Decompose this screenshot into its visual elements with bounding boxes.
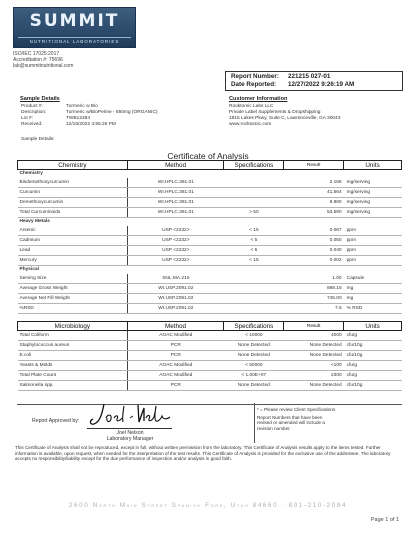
- method-cell: WI.HPLC.381.01: [127, 188, 224, 198]
- analyte-name: Mercury: [18, 256, 128, 266]
- table-row: [18, 226, 402, 236]
- unit-cell: cfu/10g: [344, 381, 402, 391]
- analyte-name: %RSD: [18, 304, 128, 314]
- column-header: Result: [284, 322, 344, 331]
- report-number: 221215 027-01: [288, 73, 331, 80]
- result-cell: 2300: [284, 371, 344, 381]
- table-row: [18, 188, 402, 198]
- customer-line: Rooktomic Labs LLC: [229, 104, 274, 109]
- logo-subtitle: NUTRITIONAL LABORATORIES: [18, 37, 131, 44]
- table-row: [18, 341, 402, 351]
- approver: [90, 430, 170, 442]
- group-label: Chemistry: [19, 171, 43, 177]
- method-cell: WI.USP.2091.02: [127, 284, 224, 294]
- spec-cell: [224, 274, 284, 284]
- result-cell: None Detected: [284, 351, 344, 361]
- result-cell: 1.00: [284, 274, 344, 284]
- result-cell: 0.050: [284, 236, 344, 246]
- spec-cell: > 50: [224, 208, 284, 218]
- column-header: Result: [284, 161, 344, 170]
- field-label: Received:: [21, 122, 43, 127]
- signature-line: [87, 428, 172, 429]
- result-cell: 7.6: [284, 304, 344, 314]
- result-cell: 0.040: [284, 246, 344, 256]
- unit-cell: cfu/g: [344, 371, 402, 381]
- field-value: Turmeric w/BioPerine - 650mg (ORGANIC): [66, 110, 158, 115]
- result-cell: 9.860: [284, 198, 344, 208]
- unit-cell: Capsule: [344, 274, 402, 284]
- spec-cell: < 1.00E+07: [224, 371, 284, 381]
- spec-cell: < 15: [224, 226, 284, 236]
- customer-info-heading: Customer Information: [229, 96, 288, 102]
- field-value: 12/15/2022 4:55:26 PM: [66, 122, 116, 127]
- analyte-name: Total Plate Count: [18, 371, 128, 381]
- column-header: Method: [127, 161, 224, 170]
- analyte-name: Salmonella spp.: [18, 381, 128, 391]
- table-row: [18, 361, 402, 371]
- result-cell: 0.002: [284, 256, 344, 266]
- result-cell: 0.067: [284, 226, 344, 236]
- unit-cell: mg/serving: [344, 178, 402, 188]
- approver-name: Joel Nelson: [116, 430, 144, 436]
- analyte-name: E.coli: [18, 351, 128, 361]
- table-row: [18, 331, 402, 341]
- spec-cell: < 15: [224, 256, 284, 266]
- analyte-name: Arsenic: [18, 226, 128, 236]
- disclaimer-text: This Certificate of Analysis shall not be reproduced, except in full, without written permission from the laboratory. This Certificate of Analysis results apply to the items tested. Further information is available, upon request, when needed for the interpretation of the test results. This Certificate of Analysis is provided for the exclusive use of the addressee. The laboratory accepts no responsibility/liability except for the due performance of inspection and/or analysis in good faith.: [15, 445, 391, 462]
- unit-cell: ppm: [344, 256, 402, 266]
- sample-details-label: Sample Details:: [21, 137, 55, 142]
- unit-cell: cfu/10g: [344, 341, 402, 351]
- date-reported: 12/27/2022 9:26:19 AM: [288, 81, 355, 88]
- method-cell: USP <2232>: [127, 226, 224, 236]
- table-row: [18, 284, 402, 294]
- result-cell: 41.564: [284, 188, 344, 198]
- result-cell: 4000: [284, 331, 344, 341]
- customer-info: [229, 104, 340, 128]
- field-label: Description:: [21, 110, 47, 115]
- result-cell: 745.00: [284, 294, 344, 304]
- analyte-name: Curcumin: [18, 188, 128, 198]
- table-row: [18, 178, 402, 188]
- method-cell: AOAC Modified: [127, 331, 224, 341]
- unit-cell: % RSD: [344, 304, 402, 314]
- analyte-name: Average Gross Weight: [18, 284, 128, 294]
- spec-cell: < 10000: [224, 331, 284, 341]
- customer-line: Private Label Supplements & Dropshipping: [229, 110, 321, 115]
- signature-image: [86, 400, 176, 430]
- field-label: Lot #:: [21, 116, 34, 121]
- method-cell: AOAC Modified: [127, 371, 224, 381]
- analyte-name: Total Curcuminoids: [18, 208, 128, 218]
- spec-cell: [224, 198, 284, 208]
- spec-cell: [224, 294, 284, 304]
- result-cell: None Detected: [284, 341, 344, 351]
- method-cell: WI.HPLC.381.01: [127, 198, 224, 208]
- method-cell: WI.USP.2091.02: [127, 304, 224, 314]
- result-cell: 53.590: [284, 208, 344, 218]
- table-row: [18, 381, 402, 391]
- sample-fields: [21, 104, 158, 128]
- spec-cell: None Detected: [224, 381, 284, 391]
- report-notes: [257, 407, 335, 433]
- note-line: * = Please review Client Specifications: [257, 407, 336, 412]
- table-row: [18, 256, 402, 266]
- spec-cell: [224, 178, 284, 188]
- unit-cell: cfu/g: [344, 331, 402, 341]
- approver-role: Laboratory Manager: [106, 436, 154, 442]
- spec-cell: [224, 188, 284, 198]
- column-header: Microbiology: [18, 322, 128, 331]
- unit-cell: mg/serving: [344, 198, 402, 208]
- analyte-name: Cadmium: [18, 236, 128, 246]
- spec-cell: < 5: [224, 246, 284, 256]
- unit-cell: cfu/10g: [344, 351, 402, 361]
- group-row: [18, 170, 402, 178]
- accreditation-line: Accreditation #: 75696: [13, 57, 63, 63]
- note-line: Report Numbers that have been revised or amended will include a revision number.: [257, 414, 325, 431]
- column-header: Specifications: [224, 161, 284, 170]
- spec-cell: [224, 304, 284, 314]
- analyte-name: Average Net Fill Weight: [18, 294, 128, 304]
- footer-address: 2600 North Main Street Spanish Fork, Utah 84660 · 801-210-2084: [68, 502, 348, 509]
- table-row: [18, 198, 402, 208]
- result-cell: 2.166: [284, 178, 344, 188]
- report-info-box: [225, 71, 403, 91]
- method-cell: USP <2232>: [127, 236, 224, 246]
- analyte-name: Bisdemethoxycurcumin: [18, 178, 128, 188]
- microbiology-table: [17, 321, 402, 391]
- spec-cell: None Detected: [224, 341, 284, 351]
- analyte-name: Total Coliform: [18, 331, 128, 341]
- analyte-name: Staphylococcus aureus: [18, 341, 128, 351]
- accreditation-line: ISO/IEC 17025:2017: [13, 51, 60, 57]
- unit-cell: mg: [344, 284, 402, 294]
- unit-cell: mg: [344, 294, 402, 304]
- group-row: [18, 266, 402, 274]
- table-row: [18, 351, 402, 361]
- method-cell: USP <2232>: [127, 256, 224, 266]
- date-reported-label: Date Reported:: [231, 81, 277, 88]
- method-cell: PCR: [127, 351, 224, 361]
- unit-cell: mg/serving: [344, 208, 402, 218]
- table-row: [18, 246, 402, 256]
- section-divider: [17, 404, 402, 405]
- group-row: [18, 218, 402, 226]
- sample-details-heading: Sample Details: [20, 96, 60, 102]
- accreditation-block: [13, 51, 73, 69]
- group-label: Heavy Metals: [19, 219, 50, 225]
- table-row: [18, 208, 402, 218]
- column-header: Chemistry: [18, 161, 128, 170]
- page-title: Certificate of Analysis: [167, 151, 249, 161]
- summit-logo: [13, 7, 136, 48]
- analyte-name: Demethoxycurcumin: [18, 198, 128, 208]
- method-cell: PCR: [127, 381, 224, 391]
- unit-cell: ppm: [344, 236, 402, 246]
- section-divider: [254, 403, 255, 443]
- customer-line: 1815 Lakes Pkwy, Suite C, Lawrenceville, GA 30043: [229, 116, 341, 121]
- page-number: Page 1 of 1: [370, 517, 399, 523]
- column-header: Specifications: [224, 322, 284, 331]
- unit-cell: cfu/g: [344, 361, 402, 371]
- field-value: TWB12284: [66, 116, 90, 121]
- unit-cell: mg/serving: [344, 188, 402, 198]
- method-cell: USP <2232>: [127, 246, 224, 256]
- spec-cell: None Detected: [224, 351, 284, 361]
- analyte-name: Lead: [18, 246, 128, 256]
- analyte-name: Serving Size: [18, 274, 128, 284]
- method-cell: PCR: [127, 341, 224, 351]
- table-row: [18, 274, 402, 284]
- table-row: [18, 294, 402, 304]
- spec-cell: < 50000: [224, 361, 284, 371]
- unit-cell: ppm: [344, 246, 402, 256]
- method-cell: WI.HPLC.381.01: [127, 208, 224, 218]
- field-value: Turmeric w Bio: [66, 104, 98, 109]
- group-label: Physical: [19, 267, 39, 273]
- report-number-label: Report Number:: [231, 73, 279, 80]
- spec-cell: < 5: [224, 236, 284, 246]
- method-cell: WI.USP.2091.02: [127, 294, 224, 304]
- result-cell: <100: [284, 361, 344, 371]
- field-label: Product #:: [21, 104, 43, 109]
- method-cell: SNL.MA.210: [127, 274, 224, 284]
- column-header: Method: [127, 322, 224, 331]
- table-row: [18, 304, 402, 314]
- column-header: Units: [344, 322, 402, 331]
- table-row: [18, 371, 402, 381]
- method-cell: AOAC Modified: [127, 361, 224, 371]
- unit-cell: ppm: [344, 226, 402, 236]
- result-cell: None Detected: [284, 381, 344, 391]
- method-cell: WI.HPLC.381.01: [127, 178, 224, 188]
- results-table: [17, 160, 402, 314]
- logo-wordmark: SUMMIT: [29, 11, 120, 31]
- approval-label: Report Approved by:: [32, 418, 80, 424]
- column-header: Units: [344, 161, 402, 170]
- table-row: [18, 236, 402, 246]
- analyte-name: Yeasts & Molds: [18, 361, 128, 371]
- lab-email: lab@summitnutritional.com: [13, 63, 74, 69]
- spec-cell: [224, 284, 284, 294]
- result-cell: 868.18: [284, 284, 344, 294]
- customer-website: www.rocktomic.com: [229, 122, 272, 127]
